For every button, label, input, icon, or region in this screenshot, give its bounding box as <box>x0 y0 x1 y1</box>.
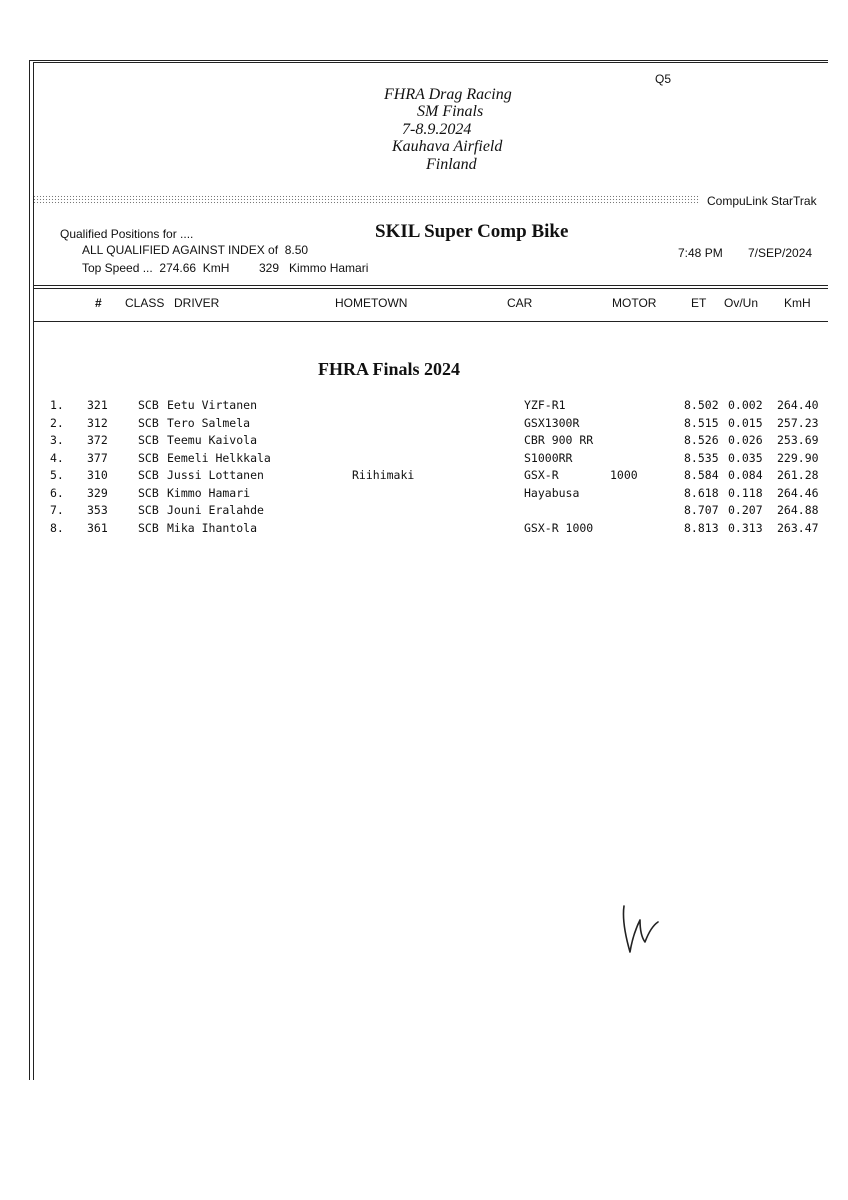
table-row <box>0 416 848 434</box>
cell-ovun: 0.313 <box>728 520 763 535</box>
col-driver: DRIVER <box>174 296 220 310</box>
top-speed-driver: Kimmo Hamari <box>289 261 369 275</box>
report-time: 7:48 PM <box>678 246 723 260</box>
cell-motor: 1000 <box>610 468 638 482</box>
cell-et: 8.526 <box>684 433 719 447</box>
cell-car: GSX-R 1000 <box>524 520 594 535</box>
cell-car: GSX-R <box>524 468 559 482</box>
table-row <box>0 486 848 504</box>
cell-class: SCB <box>138 398 159 412</box>
cell-class: SCB <box>138 415 159 430</box>
cell-position: 4. <box>50 450 64 465</box>
header-rule-top-2 <box>33 288 828 289</box>
cell-class: SCB <box>138 520 159 535</box>
cell-car: GSX1300R <box>524 415 580 430</box>
frame-line-left-outer <box>29 60 30 1080</box>
cell-et: 8.707 <box>684 503 719 517</box>
cell-kmh: 261.28 <box>777 468 819 482</box>
cell-position: 3. <box>50 433 64 447</box>
cell-position: 7. <box>50 503 64 517</box>
col-hometown: HOMETOWN <box>335 296 408 310</box>
frame-line-top-outer <box>29 60 828 61</box>
table-row <box>0 433 848 451</box>
frame-line-top-inner <box>33 62 828 63</box>
cell-driver: Tero Salmela <box>167 415 251 430</box>
cell-driver: Eemeli Helkkala <box>167 450 271 465</box>
cell-driver: Teemu Kaivola <box>167 433 258 447</box>
cell-number: 377 <box>87 450 108 465</box>
cell-ovun: 0.084 <box>728 468 763 482</box>
cell-position: 1. <box>50 398 64 412</box>
cell-car: Hayabusa <box>524 485 580 500</box>
cell-ovun: 0.118 <box>728 485 763 500</box>
cell-driver: Kimmo Hamari <box>167 485 251 500</box>
cell-number: 361 <box>87 520 108 535</box>
results-table <box>0 398 848 538</box>
header-rule-bottom <box>33 321 828 322</box>
report-date: 7/SEP/2024 <box>748 246 813 260</box>
top-speed-unit: KmH <box>202 261 230 275</box>
cell-number: 329 <box>87 485 108 500</box>
cell-class: SCB <box>138 485 159 500</box>
cell-driver: Jouni Eralahde <box>167 503 264 517</box>
cell-driver: Mika Ihantola <box>167 520 258 535</box>
cell-position: 6. <box>50 485 64 500</box>
cell-kmh: 263.47 <box>777 520 819 535</box>
top-speed-value: 274.66 <box>159 261 197 275</box>
event-title-line-2: SM Finals <box>417 103 484 120</box>
table-row <box>0 398 848 416</box>
col-ovun: Ov/Un <box>724 296 759 310</box>
event-title-line-1: FHRA Drag Racing <box>384 86 512 103</box>
cell-et: 8.618 <box>684 485 719 500</box>
top-speed-holder <box>259 261 368 275</box>
cell-car: S1000RR <box>524 450 573 465</box>
cell-number: 310 <box>87 468 108 482</box>
cell-number: 321 <box>87 398 108 412</box>
cell-driver: Jussi Lottanen <box>167 468 264 482</box>
cell-class: SCB <box>138 503 159 517</box>
col-class: CLASS <box>125 296 165 310</box>
cell-car: CBR 900 RR <box>524 433 594 447</box>
cell-class: SCB <box>138 468 159 482</box>
cell-position: 8. <box>50 520 64 535</box>
cell-kmh: 264.88 <box>777 503 819 517</box>
cell-hometown: Riihimaki <box>352 468 415 482</box>
event-date: 7-8.9.2024 <box>402 121 472 138</box>
cell-et: 8.584 <box>684 468 719 482</box>
index-label: ALL QUALIFIED AGAINST INDEX of <box>82 243 279 257</box>
class-title: SKIL Super Comp Bike <box>375 221 569 242</box>
cell-kmh: 229.90 <box>777 450 819 465</box>
top-speed-car-number: 329 <box>259 261 280 275</box>
cell-kmh: 257.23 <box>777 415 819 430</box>
index-line <box>82 243 308 257</box>
col-num: # <box>95 296 102 310</box>
cell-et: 8.502 <box>684 398 719 412</box>
table-row <box>0 521 848 539</box>
cell-number: 353 <box>87 503 108 517</box>
col-et: ET <box>691 296 707 310</box>
cell-class: SCB <box>138 433 159 447</box>
page-code: Q5 <box>655 72 672 86</box>
cell-car: YZF-R1 <box>524 398 566 412</box>
index-value: 8.50 <box>284 243 309 257</box>
qualified-positions-label: Qualified Positions for .... <box>60 227 194 241</box>
cell-kmh: 264.40 <box>777 398 819 412</box>
cell-ovun: 0.026 <box>728 433 763 447</box>
cell-number: 312 <box>87 415 108 430</box>
handwritten-initials <box>618 898 666 958</box>
dotted-separator <box>33 195 700 205</box>
cell-position: 2. <box>50 415 64 430</box>
cell-ovun: 0.035 <box>728 450 763 465</box>
header-rule-top-1 <box>33 285 828 286</box>
cell-driver: Eetu Virtanen <box>167 398 258 412</box>
frame-line-left-inner <box>33 62 34 1080</box>
top-speed-line <box>82 261 229 275</box>
cell-et: 8.535 <box>684 450 719 465</box>
col-motor: MOTOR <box>612 296 657 310</box>
event-country: Finland <box>426 156 477 173</box>
cell-ovun: 0.207 <box>728 503 763 517</box>
software-label: CompuLink StarTrak <box>707 194 817 208</box>
section-title: FHRA Finals 2024 <box>318 359 461 379</box>
cell-position: 5. <box>50 468 64 482</box>
event-venue: Kauhava Airfield <box>392 138 503 155</box>
table-row <box>0 503 848 521</box>
col-kmh: KmH <box>784 296 811 310</box>
cell-ovun: 0.002 <box>728 398 763 412</box>
cell-et: 8.515 <box>684 415 719 430</box>
cell-number: 372 <box>87 433 108 447</box>
cell-kmh: 264.46 <box>777 485 819 500</box>
cell-class: SCB <box>138 450 159 465</box>
col-car: CAR <box>507 296 533 310</box>
table-row <box>0 451 848 469</box>
cell-ovun: 0.015 <box>728 415 763 430</box>
cell-kmh: 253.69 <box>777 433 819 447</box>
cell-et: 8.813 <box>684 520 719 535</box>
table-row <box>0 468 848 486</box>
top-speed-label: Top Speed ... <box>82 261 153 275</box>
